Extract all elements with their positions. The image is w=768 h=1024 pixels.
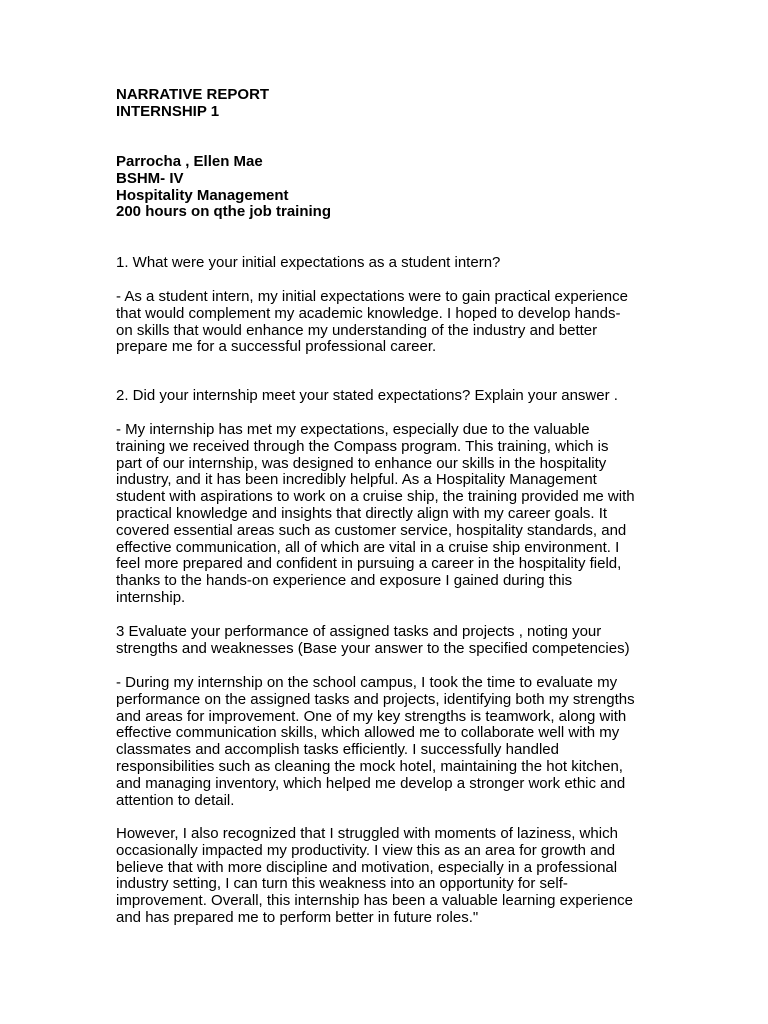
question-1: 1. What were your initial expectations as a student intern?: [116, 254, 501, 271]
answer-3: - During my internship on the school campus, I took the time to evaluate my performance on the assigned tasks and projects, identifying both my strengths and areas for improvement. One of my key strengths is teamwork, along with effective communication skills, which allowed me to collaborate well with my classmates and accomplish tasks efficiently. I successfully handled responsibilities such as cleaning the mock hotel, maintaining the hot kitchen, and managing inventory, which helped me develop a stronger work ethic and attention to detail.: [116, 674, 635, 809]
question-2: 2. Did your internship meet your stated expectations? Explain your answer .: [116, 387, 618, 404]
answer-3-continued: However, I also recognized that I struggled with moments of laziness, which occasionally impacted my productivity. I view this as an area for growth and believe that with more discipline and motivation, especially in a professional industry setting, I can turn this weakness into an opportunity for self- improvement. Overall, this internship has been a valuable learning experience and has prepared me to perform better in future roles.": [116, 825, 633, 926]
answer-1: - As a student intern, my initial expectations were to gain practical experience that would complement my academic knowledge. I hoped to develop hands- on skills that would enhance my understanding of the industry and better prepare me for a successful professional career.: [116, 288, 628, 356]
report-title: NARRATIVE REPORT INTERNSHIP 1: [116, 86, 270, 120]
answer-2: - My internship has met my expectations, especially due to the valuable training we received through the Compass program. This training, which is part of our internship, was designed to enhance our skills in the hospitality industry, and it has been incredibly helpful. As a Hospitality Management student with aspirations to work on a cruise ship, the training provided me with practical knowledge and insights that directly align with my career goals. It covered essential areas such as customer service, hospitality standards, and effective communication, all of which are vital in a cruise ship environment. I feel more prepared and confident in pursuing a career in the hospitality field, thanks to the hands-on experience and exposure I gained during this internship.: [116, 421, 635, 606]
student-info: Parrocha , Ellen Mae BSHM- IV Hospitality Management 200 hours on qthe job training: [116, 153, 332, 221]
question-3: 3 Evaluate your performance of assigned tasks and projects , noting your strengths and weaknesses (Base your answer to the specified competencies): [116, 623, 630, 657]
